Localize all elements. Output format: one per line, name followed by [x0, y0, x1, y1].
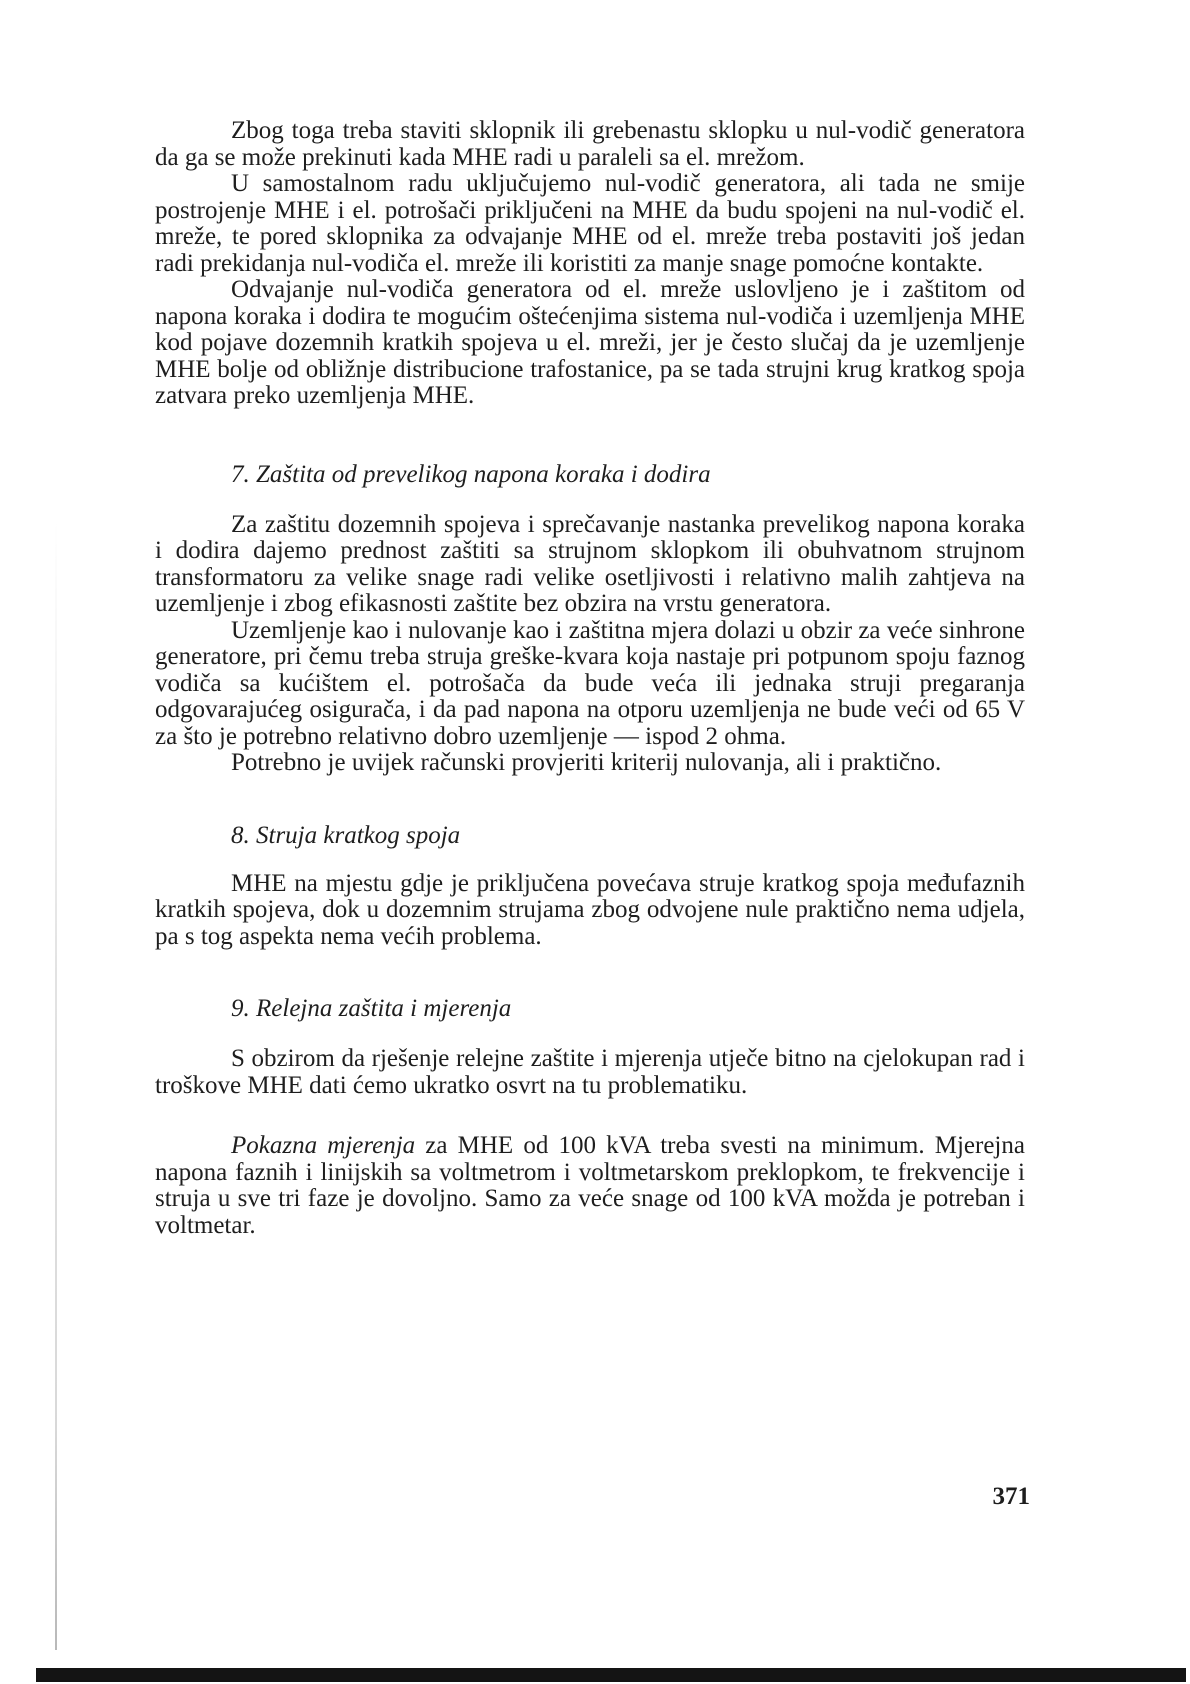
body-paragraph: Uzemljenje kao i nulovanje kao i zaštitna mjera dolazi u obzir za veće sinhrone generatore, pri čemu treba struja greške-kvara koja nastaje pri potpunom spoju faznog vodiča sa kućištem el. potrošača da bude veća ili jednaka struji pregaranja odgovarajućeg osigurača, i da pad napona na otporu uzemljenja ne bude veći od 65 V za što je potrebno relativno dobro uzemljenje — ispod 2 ohma.	[155, 616, 1025, 750]
body-paragraph: Za zaštitu dozemnih spojeva i sprečavanje nastanka prevelikog napona koraka i dodira dajemo prednost zaštiti sa strujnom sklopkom ili obuhvatnom strujnom transformatoru za velike snage radi velike osetljivosti i relativno malih zahtjeva na uzemljenje i zbog efikasnosti zaštite bez obzira na vrstu generatora.	[155, 510, 1025, 617]
body-paragraph: MHE na mjestu gdje je priključena povećava struje kratkog spoja međufaznih kratkih spojeva, dok u dozemnim strujama zbog odvojene nule praktično nema udjela, pa s tog aspekta nema većih problema.	[155, 869, 1025, 950]
scan-bottom-edge	[36, 1668, 1186, 1682]
body-paragraph: S obzirom da rješenje relejne zaštite i mjerenja utječe bitno na cjelokupan rad i troškove MHE dati ćemo ukratko osvrt na tu problematiku.	[155, 1045, 1025, 1099]
paragraph-text: za MHE od 100 kVA treba svesti na minimum. Mjerejna napona faznih i linijskih sa voltmetrom i voltmetarskom preklopkom, te frekvencije i struja u sve tri faze je dovoljno. Samo za veće snage od 100 kVA možda je potreban i voltmetar.	[155, 1132, 1025, 1239]
section-heading	[155, 460, 1025, 490]
section-9	[155, 994, 1025, 1239]
scan-margin-shadow	[55, 520, 57, 1650]
section-title: Struja kratkog spoja	[256, 821, 461, 849]
body-paragraph: U samostalnom radu uključujemo nul-vodič generatora, ali tada ne smije postrojenje MHE i el. potrošači priključeni na MHE da budu spojeni na nul-vodič el. mreže, te pored sklopnika za odvajanje MHE od el. mreže treba postaviti još jedan radi prekidanja nul-vodiča el. mreže ili koristiti za manje snage pomoćne kontakte.	[155, 170, 1025, 277]
section-title: Zaštita od prevelikog napona koraka i dodira	[256, 460, 711, 488]
book-page-body	[155, 118, 1025, 1239]
section-number: 8.	[231, 821, 250, 849]
body-paragraph: Zbog toga treba staviti sklopnik ili grebenastu sklopku u nul-vodič generatora da ga se može prekinuti kada MHE radi u paraleli sa el. mrežom.	[155, 117, 1025, 171]
section-8	[155, 821, 1025, 951]
body-paragraph: Odvajanje nul-vodiča generatora od el. mreže uslovljeno je i zaštitom od napona koraka i dodira te mogućim oštećenjima sistema nul-vodiča i uzemljenja MHE kod pojave dozemnih kratkih spojeva u el. mreži, jer je često slučaj da je uzemljenje MHE bolje od obližnje distribucione trafostanice, pa se tada strujni krug kratkog spoja zatvara preko uzemljenja MHE.	[155, 276, 1025, 409]
section-number: 7.	[231, 460, 250, 488]
section-number: 9.	[231, 995, 250, 1022]
page-number: 371	[992, 1483, 1030, 1510]
intro-section	[155, 118, 1025, 410]
body-paragraph: Potrebno je uvijek računski provjeriti kriterij nulovanja, ali i praktično.	[231, 749, 942, 776]
section-title: Relejna zaštita i mjerenja	[256, 995, 512, 1022]
italic-lead: Pokazna mjerenja	[231, 1132, 416, 1159]
section-7	[155, 460, 1025, 777]
body-paragraph	[155, 1133, 1025, 1239]
section-heading	[155, 994, 1025, 1024]
section-heading	[155, 821, 1025, 851]
